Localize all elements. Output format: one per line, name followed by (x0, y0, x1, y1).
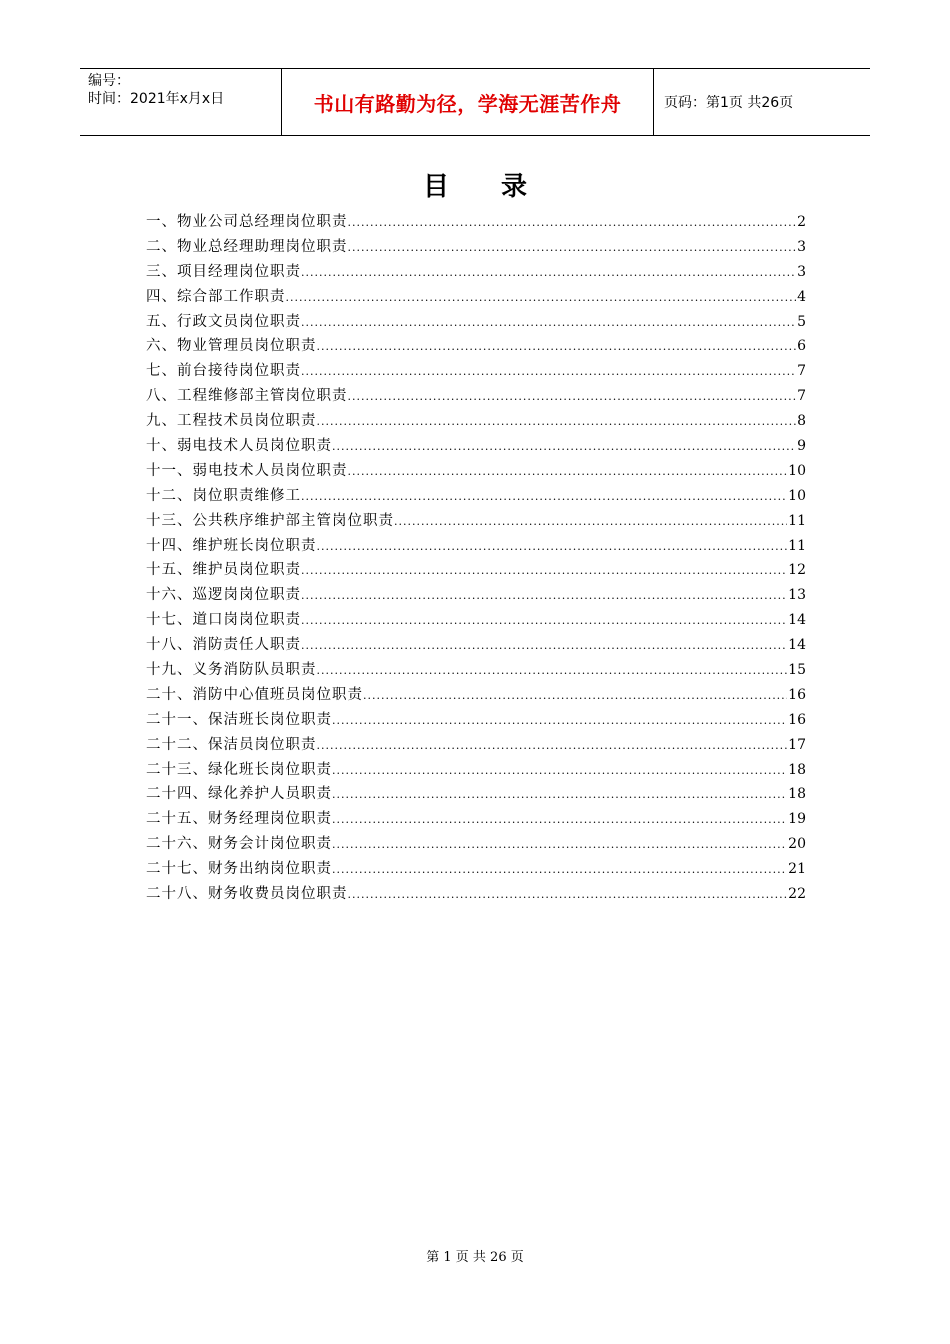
table-of-contents (146, 210, 806, 907)
toc-entry[interactable] (146, 708, 806, 733)
toc-entry[interactable] (146, 807, 806, 832)
toc-entry[interactable] (146, 409, 806, 434)
toc-entry-page-number: 18 (788, 761, 806, 778)
toc-entry[interactable] (146, 260, 806, 285)
toc-leader-dots (394, 510, 787, 535)
toc-entry-label: 四、综合部工作职责 (146, 288, 286, 305)
toc-leader-dots (332, 709, 787, 734)
toc-leader-dots (286, 286, 797, 311)
toc-entry[interactable] (146, 235, 806, 260)
toc-leader-dots (301, 261, 796, 286)
toc-entry[interactable] (146, 459, 806, 484)
toc-leader-dots (301, 584, 787, 609)
toc-leader-dots (348, 883, 788, 908)
toc-entry-page-number: 11 (788, 512, 806, 529)
toc-leader-dots (301, 609, 787, 634)
toc-leader-dots (301, 360, 796, 385)
toc-entry[interactable] (146, 882, 806, 907)
toc-entry[interactable] (146, 608, 806, 633)
toc-leader-dots (332, 808, 787, 833)
toc-entry-page-number: 16 (788, 711, 806, 728)
toc-entry-label: 十七、道口岗岗位职责 (146, 612, 301, 629)
toc-entry-label: 二、物业总经理助理岗位职责 (146, 238, 348, 255)
toc-leader-dots (301, 634, 787, 659)
toc-entry-page-number: 21 (788, 861, 806, 878)
toc-entry[interactable] (146, 733, 806, 758)
toc-leader-dots (317, 335, 797, 360)
toc-entry-page-number: 15 (788, 662, 806, 679)
toc-entry[interactable] (146, 782, 806, 807)
toc-leader-dots (301, 311, 796, 336)
toc-entry-page-number: 18 (788, 786, 806, 803)
toc-entry[interactable] (146, 334, 806, 359)
toc-entry-label: 六、物业管理员岗位职责 (146, 338, 317, 355)
toc-entry[interactable] (146, 310, 806, 335)
toc-entry-label: 二十八、财务收费员岗位职责 (146, 886, 348, 903)
toc-entry[interactable] (146, 434, 806, 459)
toc-entry[interactable] (146, 583, 806, 608)
toc-entry-page-number: 17 (788, 736, 806, 753)
toc-leader-dots (301, 485, 787, 510)
toc-entry-label: 十、弱电技术人员岗位职责 (146, 438, 332, 455)
toc-entry-page-number: 10 (788, 462, 806, 479)
toc-entry-page-number: 22 (788, 886, 806, 903)
toc-entry-label: 二十一、保洁班长岗位职责 (146, 711, 332, 728)
toc-entry[interactable] (146, 558, 806, 583)
document-number-label: 编号： (88, 73, 130, 89)
toc-leader-dots (332, 435, 796, 460)
toc-entry-page-number: 16 (788, 686, 806, 703)
toc-entry-page-number: 20 (788, 836, 806, 853)
toc-entry[interactable] (146, 658, 806, 683)
toc-entry[interactable] (146, 832, 806, 857)
toc-leader-dots (317, 659, 788, 684)
toc-entry-label: 三、项目经理岗位职责 (146, 263, 301, 280)
toc-entry-page-number: 19 (788, 811, 806, 828)
toc-entry-label: 二十七、财务出纳岗位职责 (146, 861, 332, 878)
toc-entry-label: 十四、维护班长岗位职责 (146, 537, 317, 554)
toc-entry-page-number: 4 (797, 288, 806, 305)
toc-entry-label: 十二、岗位职责维修工 (146, 487, 301, 504)
toc-leader-dots (332, 759, 787, 784)
toc-leader-dots (317, 535, 788, 560)
toc-entry-page-number: 9 (797, 438, 806, 455)
toc-leader-dots (317, 410, 797, 435)
toc-leader-dots (332, 858, 787, 883)
header-page-info: 页码：第1页 共26页 (664, 95, 794, 111)
toc-entry[interactable] (146, 484, 806, 509)
toc-entry-label: 十三、公共秩序维护部主管岗位职责 (146, 512, 394, 529)
page-header (80, 68, 870, 136)
toc-leader-dots (348, 460, 788, 485)
toc-entry[interactable] (146, 857, 806, 882)
toc-entry-page-number: 5 (797, 313, 806, 330)
toc-entry-page-number: 10 (788, 487, 806, 504)
toc-entry-label: 一、物业公司总经理岗位职责 (146, 214, 348, 230)
toc-entry-label: 九、工程技术员岗位职责 (146, 413, 317, 430)
page-footer: 第 1 页 共 26 页 (426, 1250, 524, 1265)
toc-entry-page-number: 11 (788, 537, 806, 554)
toc-entry-page-number: 7 (797, 388, 806, 405)
toc-entry[interactable] (146, 509, 806, 534)
toc-leader-dots (363, 684, 787, 709)
toc-entry-label: 二十四、绿化养护人员职责 (146, 786, 332, 803)
toc-entry-page-number: 6 (797, 338, 806, 355)
toc-entry[interactable] (146, 633, 806, 658)
toc-entry[interactable] (146, 384, 806, 409)
toc-entry-label: 七、前台接待岗位职责 (146, 363, 301, 380)
toc-entry-label: 八、工程维修部主管岗位职责 (146, 388, 348, 405)
toc-entry-label: 十六、巡逻岗岗位职责 (146, 587, 301, 604)
toc-leader-dots (348, 236, 797, 261)
toc-entry[interactable] (146, 359, 806, 384)
toc-entry-label: 十五、维护员岗位职责 (146, 562, 301, 579)
toc-entry-label: 二十六、财务会计岗位职责 (146, 836, 332, 853)
toc-entry-label: 二十三、绿化班长岗位职责 (146, 761, 332, 778)
toc-entry-page-number: 14 (788, 637, 806, 654)
toc-entry-page-number: 13 (788, 587, 806, 604)
toc-leader-dots (348, 385, 797, 410)
toc-entry-label: 五、行政文员岗位职责 (146, 313, 301, 330)
toc-entry-page-number: 12 (788, 562, 806, 579)
toc-entry[interactable] (146, 210, 806, 235)
toc-entry-page-number: 2 (797, 214, 806, 230)
toc-entry-label: 二十、消防中心值班员岗位职责 (146, 686, 363, 703)
toc-title: 目录 (422, 172, 579, 202)
toc-entry-page-number: 3 (797, 238, 806, 255)
toc-entry-label: 十一、弱电技术人员岗位职责 (146, 462, 348, 479)
toc-entry[interactable] (146, 758, 806, 783)
toc-entry-label: 二十二、保洁员岗位职责 (146, 736, 317, 753)
header-motto: 书山有路勤为径，学海无涯苦作舟 (281, 69, 654, 135)
header-meta (80, 69, 281, 135)
toc-entry[interactable] (146, 285, 806, 310)
toc-leader-dots (332, 833, 787, 858)
toc-entry[interactable] (146, 534, 806, 559)
toc-entry-page-number: 14 (788, 612, 806, 629)
toc-leader-dots (332, 783, 787, 808)
toc-entry-page-number: 3 (797, 263, 806, 280)
toc-leader-dots (301, 559, 787, 584)
toc-entry-label: 十八、消防责任人职责 (146, 637, 301, 654)
toc-entry[interactable] (146, 683, 806, 708)
document-time-label: 时间：2021年x月x日 (88, 91, 225, 107)
toc-entry-label: 十九、义务消防队员职责 (146, 662, 317, 679)
toc-entry-page-number: 8 (797, 413, 806, 430)
toc-leader-dots (348, 211, 797, 236)
toc-entry-page-number: 7 (797, 363, 806, 380)
toc-leader-dots (317, 734, 788, 759)
toc-entry-label: 二十五、财务经理岗位职责 (146, 811, 332, 828)
